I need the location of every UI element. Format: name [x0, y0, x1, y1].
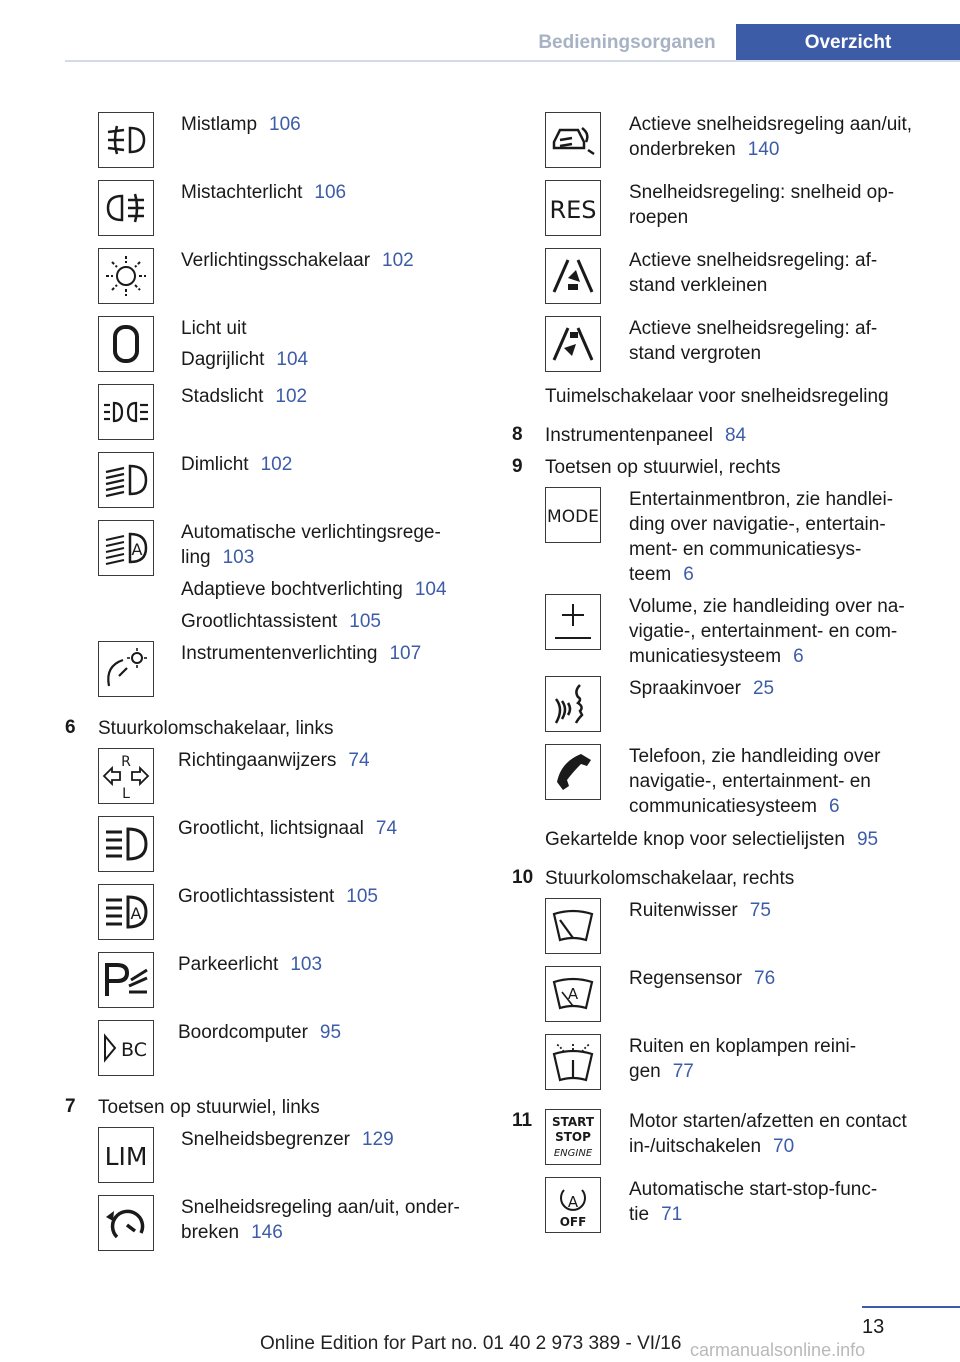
page-ref[interactable]: 70 [773, 1136, 795, 1157]
svg-text:LIM: LIM [104, 1142, 148, 1171]
footer-rule [862, 1306, 960, 1308]
high-beam-icon [98, 816, 154, 872]
item-10-label: Stuurkolomschakelaar, rechts [545, 868, 795, 889]
volume-icon [545, 594, 601, 650]
item-number-8: 8 [512, 424, 523, 445]
item-number-6: 6 [65, 717, 76, 738]
page-ref[interactable]: 95 [319, 1022, 342, 1043]
page-ref[interactable]: 105 [349, 611, 381, 632]
svg-text:L: L [122, 786, 130, 801]
page-ref[interactable]: 76 [754, 968, 776, 989]
page-ref[interactable]: 104 [276, 349, 309, 370]
entry-mode-text: Entertainmentbron, zie handlei- ding over navigatie-, entertain- ment- en communicatiesys- teem 6 [629, 489, 894, 585]
distance-increase-icon [545, 316, 601, 372]
entry-high-beam-assist-text: Grootlichtassistent 105 [178, 886, 378, 907]
low-beam-icon [98, 452, 154, 508]
svg-text:START: START [551, 1115, 595, 1129]
high-beam-assist-icon [98, 884, 154, 940]
entry-low-beam-text: Dimlicht 102 [181, 454, 293, 475]
page-ref[interactable]: 102 [260, 454, 293, 475]
page-ref[interactable]: 74 [375, 818, 398, 839]
entry-light-off-text: Licht uit Dagrijlicht 104 [181, 318, 309, 370]
distance-decrease-icon [545, 248, 601, 304]
entry-voice-input-text: Spraakinvoer 25 [629, 678, 775, 699]
entry-board-computer-text: Boordcomputer 95 [178, 1022, 342, 1043]
phone-icon [545, 744, 601, 800]
page-ref[interactable]: 129 [362, 1129, 394, 1150]
page-ref[interactable]: 106 [269, 114, 301, 135]
entry-instrument-lighting-text: Instrumentenverlichting 107 [181, 643, 422, 664]
rear-fog-lamp-icon [98, 180, 154, 236]
page-ref[interactable]: 107 [389, 643, 422, 664]
fog-lamp-icon [98, 112, 154, 168]
svg-text:OFF: OFF [559, 1215, 587, 1229]
start-stop-engine-icon [545, 1109, 601, 1165]
entry-parking-lamp-text: Parkeerlicht 103 [178, 954, 323, 975]
rain-sensor-icon [545, 966, 601, 1022]
entry-phone-text: Telefoon, zie handleiding over navigatie-, entertainment- en communicatiesysteem 6 [629, 746, 881, 817]
mode-icon [545, 487, 601, 543]
item-7-label: Toetsen op stuurwiel, links [98, 1097, 320, 1118]
page-ref[interactable]: 6 [793, 646, 804, 667]
entry-volume-text: Volume, zie handleiding over na- vigatie-, entertainment- en com- municatiesysteem 6 [629, 596, 905, 667]
page-ref[interactable]: 6 [683, 564, 694, 585]
svg-text:BC: BC [121, 1039, 147, 1061]
turn-signal-icon [98, 748, 154, 804]
entry-cruise-control-text: Snelheidsregeling aan/uit, onder- breken 146 [181, 1197, 460, 1243]
svg-text:RES: RES [549, 196, 597, 224]
light-switch-icon [98, 248, 154, 304]
washer-icon [545, 1034, 601, 1090]
entry-turn-signal-text: Richtingaanwijzers 74 [178, 750, 370, 771]
entry-light-switch-text: Verlichtingsschakelaar 102 [181, 250, 414, 271]
page-ref[interactable]: 140 [747, 139, 780, 160]
entry-fog-lamp-text: Mistlamp 106 [181, 114, 301, 135]
entry-speed-limiter-text: Snelheidsbegrenzer 129 [181, 1129, 394, 1150]
svg-text:R: R [121, 754, 131, 770]
page-ref[interactable]: 146 [251, 1222, 283, 1243]
entry-parking-light-text: Stadslicht 102 [181, 386, 308, 407]
entry-resume-text: Snelheidsregeling: snelheid op- roepen [629, 182, 895, 228]
page-ref[interactable]: 103 [222, 547, 255, 568]
light-off-icon [98, 316, 154, 372]
svg-text:A: A [131, 540, 143, 559]
entry-high-beam-text: Grootlicht, lichtsignaal 74 [178, 818, 398, 839]
item-number-11: 11 [512, 1110, 533, 1131]
item-8-label: Instrumentenpaneel 84 [545, 425, 747, 446]
auto-headlight-icon [98, 520, 154, 576]
active-cruise-icon [545, 112, 601, 168]
page-ref[interactable]: 95 [856, 829, 879, 850]
item-number-7: 7 [65, 1096, 76, 1117]
svg-text:ENGINE: ENGINE [553, 1148, 593, 1159]
resume-icon [545, 180, 601, 236]
page-ref[interactable]: 104 [414, 579, 447, 600]
entry-rain-sensor-text: Regensensor 76 [629, 968, 776, 989]
parking-lamp-icon [98, 952, 154, 1008]
rocker-switch-note: Tuimelschakelaar voor snelheidsregeling [545, 386, 889, 407]
entry-distance-decrease-text: Actieve snelheidsregeling: af- stand verkleinen [629, 250, 878, 296]
entry-washer-text: Ruiten en koplampen reini- gen 77 [629, 1036, 857, 1082]
item-number-10: 10 [512, 867, 534, 888]
parking-light-icon [98, 384, 154, 440]
speed-limiter-icon [98, 1127, 154, 1183]
page-ref[interactable]: 74 [348, 750, 370, 771]
page-ref[interactable]: 105 [346, 886, 378, 907]
entry-distance-increase-text: Actieve snelheidsregeling: af- stand vergroten [629, 318, 878, 364]
page-ref[interactable]: 103 [290, 954, 323, 975]
page-ref[interactable]: 102 [382, 250, 414, 271]
page-ref[interactable]: 106 [314, 182, 347, 203]
knurled-knob-note: Gekartelde knop voor selectielijsten 95 [545, 829, 879, 850]
page-ref[interactable]: 75 [749, 900, 771, 921]
page-ref[interactable]: 77 [672, 1061, 694, 1082]
header-tab[interactable]: Overzicht [736, 24, 960, 61]
entry-active-cruise-text: Actieve snelheidsregeling aan/uit, onderbreken 140 [629, 114, 913, 160]
page-ref[interactable]: 25 [752, 678, 775, 699]
item-9-label: Toetsen op stuurwiel, rechts [545, 457, 781, 478]
instrument-lighting-icon [98, 641, 154, 697]
voice-input-icon [545, 676, 601, 732]
entry-auto-headlight-text: Automatische verlichtingsrege- ling 103 Adaptieve bochtverlichting 104 Grootlichtassistent 105 [181, 522, 447, 632]
edition-footer: Online Edition for Part no. 01 40 2 973 389 - VI/16 [260, 1333, 682, 1354]
svg-text:A: A [130, 904, 142, 923]
page-ref[interactable]: 102 [275, 386, 308, 407]
svg-text:A: A [567, 985, 579, 1003]
svg-text:MODE: MODE [547, 507, 599, 527]
page-ref[interactable]: 71 [661, 1204, 683, 1225]
cruise-control-icon [98, 1195, 154, 1251]
item-number-9: 9 [512, 456, 523, 477]
page-ref[interactable]: 6 [828, 796, 840, 817]
svg-text:A: A [567, 1193, 579, 1211]
entry-wiper-text: Ruitenwisser 75 [629, 900, 771, 921]
header-rule [65, 60, 960, 62]
svg-text:STOP: STOP [555, 1130, 591, 1144]
header-section: Bedieningsorganen [538, 31, 716, 53]
entry-rear-fog-text: Mistachterlicht 106 [181, 182, 347, 203]
board-computer-icon [98, 1020, 154, 1076]
entry-auto-start-stop-text: Automatische start-stop-func- tie 71 [629, 1179, 878, 1225]
item-6-label: Stuurkolomschakelaar, links [98, 718, 334, 739]
page-ref[interactable]: 84 [724, 425, 747, 446]
page-number: 13 [862, 1316, 885, 1338]
auto-start-stop-icon [545, 1177, 601, 1233]
watermark: carmanualsonline.info [690, 1340, 866, 1360]
wiper-icon [545, 898, 601, 954]
entry-start-stop-text: Motor starten/afzetten en contact in-/uitschakelen 70 [629, 1111, 907, 1157]
